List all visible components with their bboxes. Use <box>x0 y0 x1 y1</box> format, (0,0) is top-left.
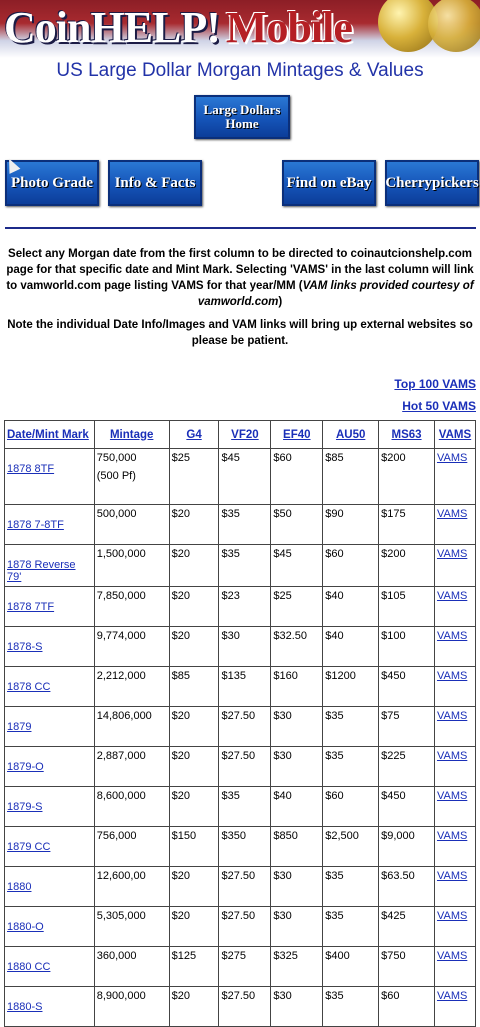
vams-cell <box>434 947 475 987</box>
ef40-cell <box>271 907 323 947</box>
ef40-cell <box>271 545 323 587</box>
vf20-cell-text: $35 <box>221 548 240 560</box>
vams-cell <box>434 907 475 947</box>
ms63-cell-text: $425 <box>381 910 406 922</box>
mintage-cell-text: 756,000 <box>96 830 137 842</box>
g4-cell <box>169 627 219 667</box>
mintage-cell-text: 8,600,000 <box>96 790 146 802</box>
find-on-ebay-button[interactable] <box>282 160 376 206</box>
ms63-cell-text: $200 <box>381 452 406 464</box>
table-row <box>5 867 476 907</box>
ef40-cell <box>271 627 323 667</box>
header-ms63[interactable]: MS63 <box>379 421 435 449</box>
au50-cell <box>323 947 379 987</box>
mintage-table <box>4 420 476 1027</box>
date-link[interactable]: 1878 8TF <box>7 463 55 475</box>
au50-cell <box>323 449 379 505</box>
ebay-label: Find on eBay <box>286 174 372 191</box>
logo-mobile-text: Mobile <box>225 3 352 52</box>
vf20-cell <box>219 987 271 1027</box>
ms63-cell <box>379 907 435 947</box>
vf20-cell <box>219 787 271 827</box>
g4-cell-text: $150 <box>171 830 197 842</box>
ms63-cell-text: $200 <box>381 548 406 560</box>
description-text: Select any Morgan date from the first column to be directed to coinautcionshelp.com page for that specific date and Mint Mark. Selecting 'VAMS' in the last column will link to vamworld.com page listing VAMS for that year/MM ( <box>6 248 474 292</box>
au50-cell-text: $40 <box>325 630 344 642</box>
g4-cell <box>169 587 219 627</box>
vams-link[interactable]: VAMS <box>436 710 468 722</box>
au50-cell <box>323 627 379 667</box>
vf20-cell-text: $45 <box>221 452 240 464</box>
logo-text: CoinHELP! <box>4 3 220 52</box>
ms63-cell <box>379 867 435 907</box>
g4-cell <box>169 947 219 987</box>
vams-cell <box>434 987 475 1027</box>
ms63-cell-text: $100 <box>381 630 406 642</box>
vf20-cell-text: $350 <box>221 830 246 842</box>
date-link[interactable]: 1879 <box>7 721 32 733</box>
vams-cell <box>434 449 475 505</box>
au50-cell-text: $35 <box>325 910 344 922</box>
vf20-cell <box>219 587 271 627</box>
au50-cell-text: $60 <box>325 790 344 802</box>
vf20-cell-text: $30 <box>221 630 240 642</box>
header-date[interactable]: Date/Mint Mark <box>5 421 95 449</box>
vams-link[interactable]: VAMS <box>436 750 468 762</box>
ms63-cell-text: $105 <box>381 590 406 602</box>
top-100-vams-link[interactable]: Top 100 VAMS <box>394 377 476 391</box>
vf20-cell-text: $35 <box>221 790 240 802</box>
ms63-cell <box>379 587 435 627</box>
ms63-cell-text: $9,000 <box>381 830 415 842</box>
mintage-cell-text: 500,000 <box>96 508 137 520</box>
mintage-cell <box>94 505 169 545</box>
mintage-cell <box>94 747 169 787</box>
date-link[interactable]: 1880-S <box>7 1001 43 1013</box>
mintage-cell-text: 9,774,000 <box>96 630 146 642</box>
vams-link[interactable]: VAMS <box>436 790 468 802</box>
mintage-cell <box>94 707 169 747</box>
vams-cell <box>434 827 475 867</box>
ms63-cell <box>379 947 435 987</box>
mintage-cell-text: 750,000 <box>96 452 137 464</box>
mintage-cell <box>94 545 169 587</box>
header-g4[interactable]: G4 <box>169 421 219 449</box>
table-row <box>5 587 476 627</box>
cherrypickers-label: Cherrypickers <box>385 174 479 191</box>
vf20-cell <box>219 907 271 947</box>
g4-cell-text: $20 <box>171 750 190 762</box>
g4-cell-text: $85 <box>171 670 190 682</box>
table-row <box>5 947 476 987</box>
ms63-cell <box>379 707 435 747</box>
mintage-cell <box>94 987 169 1027</box>
table-row <box>5 449 476 505</box>
g4-cell-text: $20 <box>171 910 190 922</box>
ms63-cell <box>379 545 435 587</box>
vf20-cell-text: $27.50 <box>221 750 256 762</box>
cherrypickers-button[interactable] <box>385 160 479 206</box>
date-cell <box>5 747 95 787</box>
au50-cell-text: $35 <box>325 710 344 722</box>
mintage-cell <box>94 827 169 867</box>
ef40-cell-text: $325 <box>273 950 298 962</box>
ef40-cell-text: $45 <box>273 548 292 560</box>
vams-cell <box>434 627 475 667</box>
vams-link[interactable]: VAMS <box>436 452 468 464</box>
ef40-cell <box>271 449 323 505</box>
ef40-cell-text: $25 <box>273 590 292 602</box>
mintage-cell-text: 7,850,000 <box>96 590 146 602</box>
ef40-cell <box>271 505 323 545</box>
large-dollars-home-button[interactable] <box>194 95 290 139</box>
ef40-cell-text: $32.50 <box>273 630 308 642</box>
header-ef40[interactable]: EF40 <box>271 421 323 449</box>
table-row <box>5 827 476 867</box>
header-mintage[interactable]: Mintage <box>94 421 169 449</box>
ms63-cell-text: $450 <box>381 790 406 802</box>
date-cell <box>5 947 95 987</box>
vams-cell <box>434 867 475 907</box>
g4-cell <box>169 787 219 827</box>
au50-cell-text: $60 <box>325 548 344 560</box>
g4-cell <box>169 747 219 787</box>
mintage-cell <box>94 667 169 707</box>
ms63-cell-text: $225 <box>381 750 406 762</box>
mintage-cell-text: 14,806,000 <box>96 710 152 722</box>
date-link[interactable]: 1878-S <box>7 641 43 653</box>
au50-cell <box>323 587 379 627</box>
vf20-cell-text: $27.50 <box>221 870 256 882</box>
table-row <box>5 545 476 587</box>
au50-cell <box>323 545 379 587</box>
vf20-cell-text: $27.50 <box>221 710 256 722</box>
mintage-cell-text: 2,212,000 <box>96 670 146 682</box>
mintage-cell <box>94 867 169 907</box>
photo-grade-label: Photo Grade <box>10 174 94 191</box>
date-cell <box>5 449 95 505</box>
ef40-cell <box>271 867 323 907</box>
vf20-cell <box>219 545 271 587</box>
vf20-cell <box>219 827 271 867</box>
date-cell <box>5 667 95 707</box>
home-button-label: Large Dollars Home <box>203 102 281 131</box>
au50-cell <box>323 827 379 867</box>
au50-cell <box>323 505 379 545</box>
mintage-cell <box>94 449 169 505</box>
au50-cell-text: $2,500 <box>325 830 359 842</box>
ef40-cell-text: $160 <box>273 670 298 682</box>
g4-cell <box>169 827 219 867</box>
au50-cell-text: $1200 <box>325 670 356 682</box>
au50-cell <box>323 707 379 747</box>
vams-link[interactable]: VAMS <box>436 670 468 682</box>
date-cell <box>5 987 95 1027</box>
ef40-cell-text: $850 <box>273 830 298 842</box>
vf20-cell-text: $35 <box>221 508 240 520</box>
g4-cell <box>169 449 219 505</box>
description-courtesy: VAM links provided courtesy of vamworld.com <box>197 280 474 308</box>
ms63-cell-text: $175 <box>381 508 406 520</box>
g4-cell-text: $25 <box>171 452 190 464</box>
vf20-cell <box>219 627 271 667</box>
g4-cell <box>169 987 219 1027</box>
vams-cell <box>434 505 475 545</box>
mintage-cell-text: 2,887,000 <box>96 750 146 762</box>
vams-link[interactable]: VAMS <box>436 590 468 602</box>
mintage-cell <box>94 907 169 947</box>
g4-cell <box>169 505 219 545</box>
mintage-cell <box>94 587 169 627</box>
ef40-cell <box>271 707 323 747</box>
table-row <box>5 505 476 545</box>
ef40-cell-text: $30 <box>273 750 292 762</box>
site-logo[interactable] <box>4 2 352 53</box>
g4-cell-text: $20 <box>171 508 190 520</box>
ef40-cell-text: $40 <box>273 790 292 802</box>
vams-link[interactable]: VAMS <box>436 830 468 842</box>
ef40-cell <box>271 787 323 827</box>
date-cell <box>5 627 95 667</box>
ms63-cell <box>379 627 435 667</box>
vams-link[interactable]: VAMS <box>436 990 468 1002</box>
vf20-cell <box>219 667 271 707</box>
date-link[interactable]: 1878 7-8TF <box>7 519 64 531</box>
header-au50[interactable]: AU50 <box>323 421 379 449</box>
vf20-cell <box>219 449 271 505</box>
date-link[interactable]: 1880 <box>7 881 32 893</box>
g4-cell-text: $20 <box>171 548 190 560</box>
g4-cell-text: $20 <box>171 870 190 882</box>
vams-cell <box>434 787 475 827</box>
au50-cell-text: $90 <box>325 508 344 520</box>
table-row <box>5 667 476 707</box>
ms63-cell <box>379 787 435 827</box>
vf20-cell-text: $27.50 <box>221 990 256 1002</box>
date-link[interactable]: 1879-O <box>7 761 44 773</box>
hot-50-vams-link[interactable]: Hot 50 VAMS <box>402 399 476 413</box>
table-header-row <box>5 421 476 449</box>
vams-cell <box>434 707 475 747</box>
vams-cell <box>434 587 475 627</box>
ms63-cell <box>379 747 435 787</box>
vf20-cell <box>219 867 271 907</box>
table-row <box>5 907 476 947</box>
ef40-cell <box>271 947 323 987</box>
ef40-cell <box>271 747 323 787</box>
ef40-cell-text: $30 <box>273 990 292 1002</box>
mintage-cell-text: 5,305,000 <box>96 910 146 922</box>
mintage-cell-text: 8,900,000 <box>96 990 146 1002</box>
ms63-cell-text: $60 <box>381 990 400 1002</box>
ef40-cell <box>271 827 323 867</box>
date-cell <box>5 707 95 747</box>
vf20-cell-text: $23 <box>221 590 240 602</box>
date-link[interactable]: 1879 CC <box>7 841 51 853</box>
info-facts-label: Info & Facts <box>114 174 196 191</box>
vf20-cell-text: $27.50 <box>221 910 256 922</box>
note-paragraph: Note the individual Date Info/Images and VAM links will bring up external websites so please be patient. <box>7 319 473 347</box>
vams-link[interactable]: VAMS <box>436 630 468 642</box>
au50-cell-text: $35 <box>325 990 344 1002</box>
date-cell <box>5 907 95 947</box>
table-row <box>5 707 476 747</box>
mintage-cell-text: 360,000 <box>96 950 137 962</box>
mintage-cell-text: 1,500,000 <box>96 548 146 560</box>
ms63-cell <box>379 449 435 505</box>
au50-cell-text: $35 <box>325 750 344 762</box>
date-cell <box>5 827 95 867</box>
g4-cell <box>169 907 219 947</box>
g4-cell <box>169 667 219 707</box>
header-vf20[interactable]: VF20 <box>219 421 271 449</box>
date-link[interactable]: 1880 CC <box>7 961 51 973</box>
header-vams[interactable]: VAMS <box>434 421 475 449</box>
au50-cell <box>323 987 379 1027</box>
ms63-cell <box>379 827 435 867</box>
proof-mintage-text: (500 Pf) <box>96 470 136 482</box>
date-link[interactable]: 1880-O <box>7 921 44 933</box>
vf20-cell <box>219 947 271 987</box>
mintage-cell <box>94 947 169 987</box>
ms63-cell <box>379 987 435 1027</box>
table-row <box>5 747 476 787</box>
table-row <box>5 987 476 1027</box>
vf20-cell <box>219 747 271 787</box>
description-close: ) <box>278 296 283 308</box>
info-facts-button[interactable] <box>108 160 202 206</box>
ef40-cell-text: $30 <box>273 910 292 922</box>
au50-cell <box>323 907 379 947</box>
date-link[interactable]: 1879-S <box>7 801 43 813</box>
table-row <box>5 787 476 827</box>
description-paragraph <box>6 246 474 310</box>
date-cell <box>5 587 95 627</box>
au50-cell-text: $85 <box>325 452 344 464</box>
au50-cell-text: $40 <box>325 590 344 602</box>
g4-cell <box>169 867 219 907</box>
vams-cell <box>434 667 475 707</box>
ef40-cell <box>271 587 323 627</box>
date-link[interactable]: 1878 7TF <box>7 601 55 613</box>
ms63-cell-text: $450 <box>381 670 406 682</box>
au50-cell-text: $400 <box>325 950 350 962</box>
date-cell <box>5 787 95 827</box>
ms63-cell-text: $75 <box>381 710 400 722</box>
g4-cell-text: $20 <box>171 630 190 642</box>
ef40-cell <box>271 987 323 1027</box>
g4-cell-text: $20 <box>171 590 190 602</box>
ms63-cell <box>379 667 435 707</box>
au50-cell <box>323 867 379 907</box>
gold-coin-icon <box>370 0 480 58</box>
mintage-cell <box>94 787 169 827</box>
vf20-cell <box>219 505 271 545</box>
page-title: US Large Dollar Morgan Mintages & Values <box>56 60 424 81</box>
vams-link[interactable]: VAMS <box>436 870 468 882</box>
vf20-cell-text: $135 <box>221 670 246 682</box>
vams-link[interactable]: VAMS <box>436 950 468 962</box>
ms63-cell-text: $750 <box>381 950 406 962</box>
mintage-cell <box>94 627 169 667</box>
vams-link[interactable]: VAMS <box>436 548 468 560</box>
date-cell <box>5 867 95 907</box>
ef40-cell-text: $30 <box>273 870 292 882</box>
date-link[interactable]: 1878 CC <box>7 681 51 693</box>
au50-cell-text: $35 <box>325 870 344 882</box>
g4-cell <box>169 707 219 747</box>
g4-cell-text: $20 <box>171 710 190 722</box>
date-cell <box>5 505 95 545</box>
date-link[interactable]: 1878 Reverse 79' <box>7 559 76 583</box>
table-row <box>5 627 476 667</box>
vams-link[interactable]: VAMS <box>436 508 468 520</box>
divider <box>5 227 476 229</box>
site-banner <box>0 0 480 58</box>
ms63-cell-text: $63.50 <box>381 870 415 882</box>
date-cell <box>5 545 95 587</box>
vf20-cell-text: $275 <box>221 950 246 962</box>
g4-cell <box>169 545 219 587</box>
au50-cell <box>323 747 379 787</box>
vf20-cell <box>219 707 271 747</box>
g4-cell-text: $20 <box>171 990 190 1002</box>
g4-cell-text: $125 <box>171 950 197 962</box>
ef40-cell-text: $50 <box>273 508 292 520</box>
vams-cell <box>434 747 475 787</box>
ef40-cell <box>271 667 323 707</box>
ef40-cell-text: $60 <box>273 452 292 464</box>
au50-cell <box>323 787 379 827</box>
vams-cell <box>434 545 475 587</box>
au50-cell <box>323 667 379 707</box>
g4-cell-text: $20 <box>171 790 190 802</box>
vams-link[interactable]: VAMS <box>436 910 468 922</box>
ef40-cell-text: $30 <box>273 710 292 722</box>
mintage-cell-text: 12,600,00 <box>96 870 146 882</box>
ms63-cell <box>379 505 435 545</box>
